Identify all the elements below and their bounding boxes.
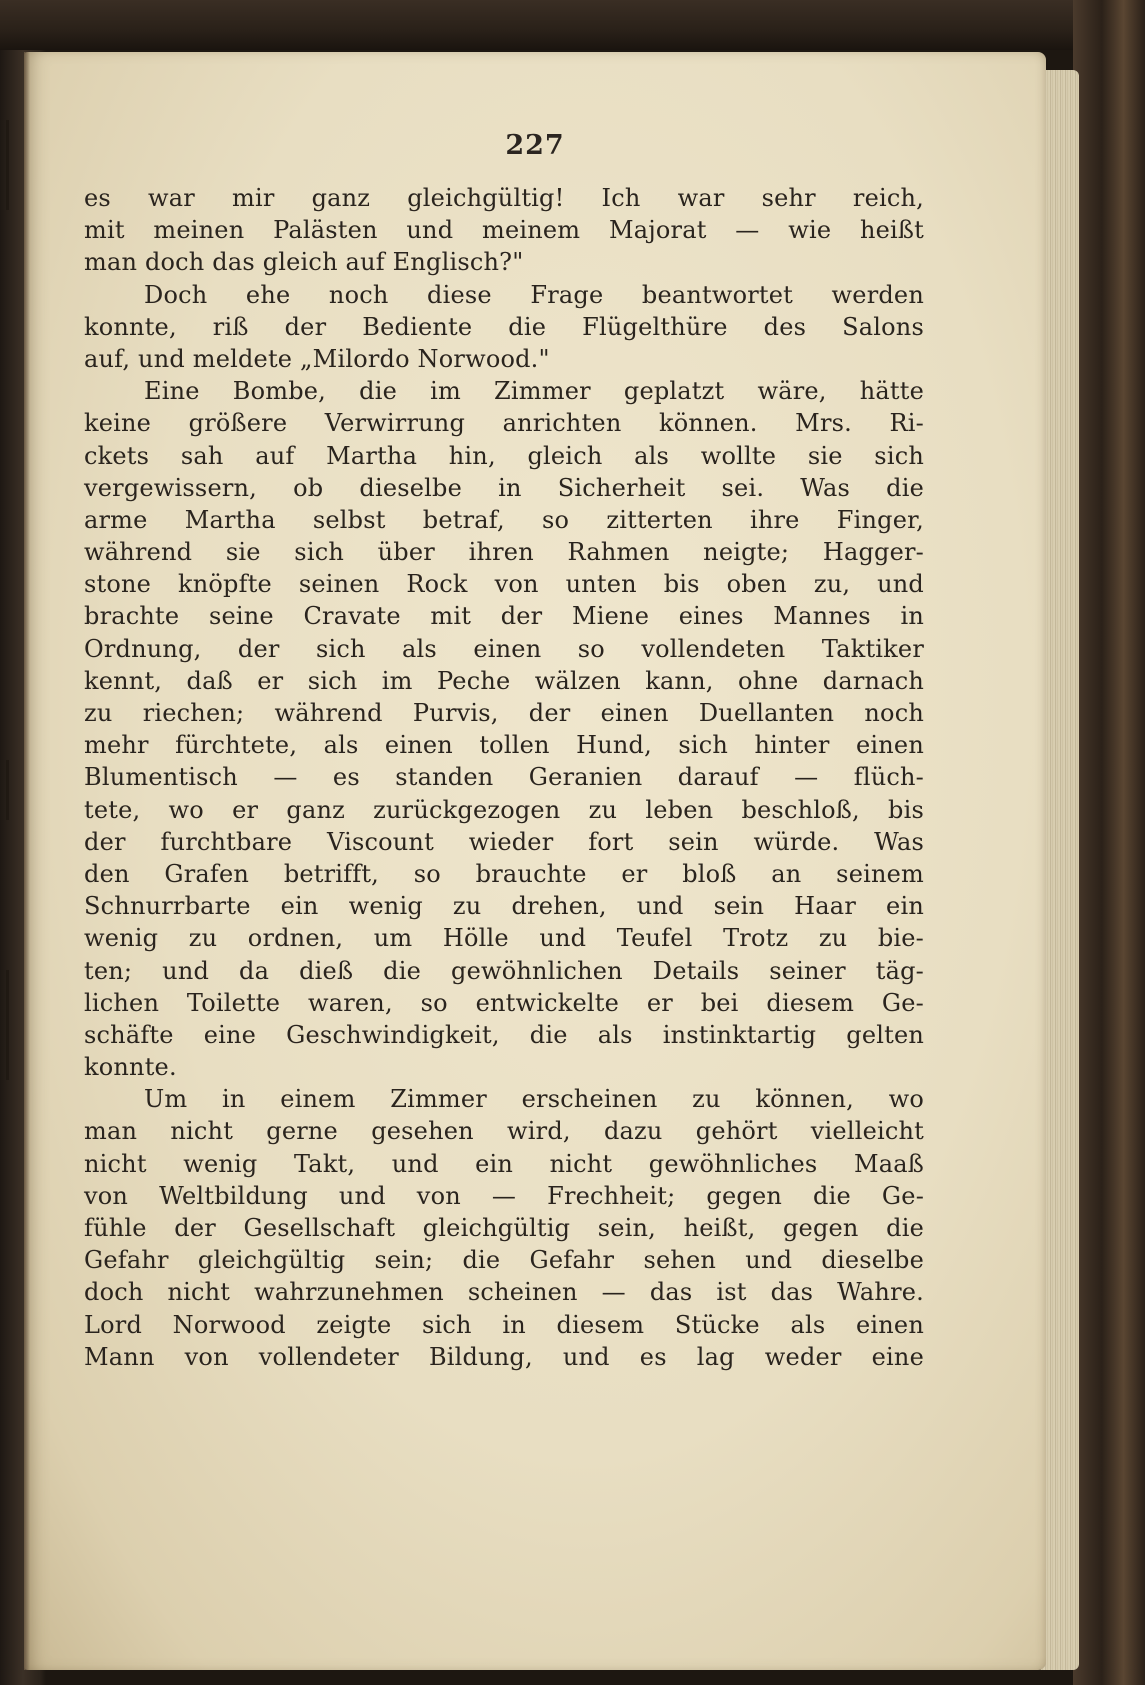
text-line: zu riechen; während Purvis, der einen Duellanten noch: [84, 699, 924, 727]
text-line: konnte.: [84, 1053, 177, 1082]
text-line: Um in einem Zimmer erscheinen zu können, wo: [144, 1085, 924, 1114]
text-line: man doch das gleich auf Englisch?": [84, 248, 524, 277]
text-line: ckets sah auf Martha hin, gleich als wollte sie sich: [84, 441, 924, 470]
text-line: lichen Toilette waren, so entwickelte er bei diesem Ge-: [84, 988, 924, 1017]
text-line: Lord Norwood zeigte sich in diesem Stücke als einen: [84, 1310, 924, 1339]
text-line: fühle der Gesellschaft gleichgültig sein, heißt, gegen die: [84, 1214, 924, 1242]
gutter-shadow: [6, 120, 9, 210]
text-line: man nicht gerne gesehen wird, dazu gehört vielleicht: [84, 1117, 924, 1146]
text-line: keine größere Verwirrung anrichten können. Mrs. Ri-: [84, 409, 924, 438]
text-line: auf, und meldete „Milordo Norwood.": [84, 344, 550, 373]
text-line: den Grafen betrifft, so brauchte er bloß an seinem: [84, 859, 924, 888]
text-line: wenig zu ordnen, um Hölle und Teufel Trotz zu bie-: [84, 924, 924, 953]
text-line: doch nicht wahrzunehmen scheinen — das ist das Wahre.: [84, 1278, 924, 1307]
text-line: es war mir ganz gleichgültig! Ich war sehr reich,: [84, 184, 924, 212]
text-line: vergewissern, ob dieselbe in Sicherheit sei. Was die: [84, 473, 924, 502]
text-line: Blumentisch — es standen Geranien darauf — flüch-: [84, 763, 924, 792]
page-number: 227: [505, 130, 565, 161]
text-line: der furchtbare Viscount wieder fort sein würde. Was: [84, 827, 924, 856]
text-line: Ordnung, der sich als einen so vollendeten Taktiker: [84, 634, 924, 663]
body-text: [84, 182, 924, 1373]
text-line: Mann von vollendeter Bildung, und es lag weder eine: [84, 1342, 924, 1371]
book-page: [24, 52, 1046, 1670]
text-line: Eine Bombe, die im Zimmer geplatzt wäre, hätte: [144, 377, 924, 406]
text-line: arme Martha selbst betraf, so zitterten ihre Finger,: [84, 505, 924, 534]
text-line: Schnurrbarte ein wenig zu drehen, und sein Haar ein: [84, 892, 924, 921]
text-line: kennt, daß er sich im Peche wälzen kann, ohne darnach: [84, 666, 924, 695]
text-line: schäfte eine Geschwindigkeit, die als instinktartig gelten: [84, 1020, 924, 1049]
book-cover-top-edge: [0, 0, 1145, 50]
text-line: tete, wo er ganz zurückgezogen zu leben beschloß, bis: [84, 795, 924, 824]
book-cover-right-edge: [1073, 0, 1145, 1685]
text-line: konnte, riß der Bediente die Flügelthüre des Salons: [84, 312, 924, 341]
text-line: von Weltbildung und von — Frechheit; gegen die Ge-: [84, 1181, 924, 1210]
gutter-shadow: [6, 760, 9, 820]
text-line: Gefahr gleichgültig sein; die Gefahr sehen und dieselbe: [84, 1246, 924, 1275]
text-line: brachte seine Cravate mit der Miene eines Mannes in: [84, 602, 924, 631]
text-line: während sie sich über ihren Rahmen neigte; Hagger-: [84, 538, 924, 567]
text-line: mehr fürchtete, als einen tollen Hund, sich hinter einen: [84, 731, 924, 760]
text-line: mit meinen Palästen und meinem Majorat — wie heißt: [84, 216, 924, 245]
text-line: stone knöpfte seinen Rock von unten bis oben zu, und: [84, 570, 924, 599]
text-line: ten; und da dieß die gewöhnlichen Details seiner täg-: [84, 956, 924, 985]
gutter-shadow: [6, 970, 9, 1080]
text-line: Doch ehe noch diese Frage beantwortet werden: [144, 280, 924, 309]
text-line: nicht wenig Takt, und ein nicht gewöhnliches Maaß: [84, 1149, 924, 1178]
